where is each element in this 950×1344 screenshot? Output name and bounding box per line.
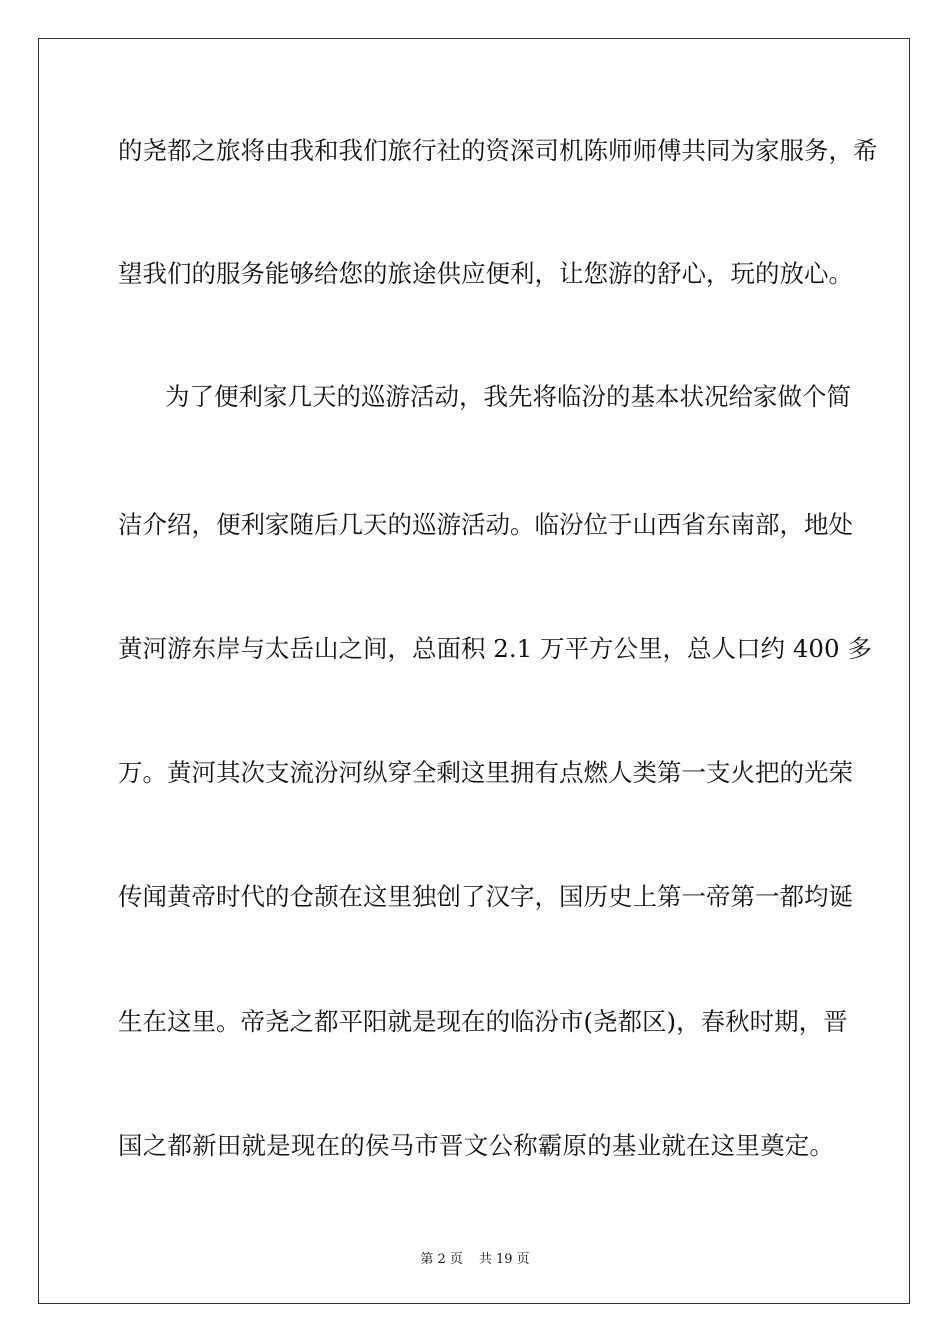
text-line-2: 望我们的服务能够给您的旅途供应便利，让您游的舒心，玩的放心。: [118, 259, 853, 288]
text-line-5: 黄河游东岸与太岳山之间，总面积 2.1 万平方公里，总人口约 400 多: [118, 634, 872, 663]
page-border: [38, 38, 910, 1304]
text-line-3: 为了便利家几天的巡游活动，我先将临汾的基本状况给家做个简: [165, 382, 851, 411]
page-footer: [0, 1248, 950, 1267]
page-number: 第 2 页: [420, 1252, 463, 1267]
text-line-9: 国之都新田就是现在的侯马市晋文公称霸原的基业就在这里奠定。: [118, 1131, 834, 1160]
text-line-8: 生在这里。帝尧之都平阳就是现在的临汾市(尧都区)，春秋时期，晋: [118, 1007, 848, 1036]
text-line-7: 传闻黄帝时代的仓颉在这里独创了汉字，国历史上第一帝第一都均诞: [118, 882, 853, 911]
text-line-4: 洁介绍，便利家随后几天的巡游活动。临汾位于山西省东南部，地处: [118, 510, 853, 539]
text-line-1: 的尧都之旅将由我和我们旅行社的资深司机陈师师傅共同为家服务，希: [118, 136, 878, 165]
page-total: 共 19 页: [478, 1252, 530, 1267]
text-line-6: 万。黄河其次支流汾河纵穿全剩这里拥有点燃人类第一支火把的光荣: [118, 758, 853, 787]
